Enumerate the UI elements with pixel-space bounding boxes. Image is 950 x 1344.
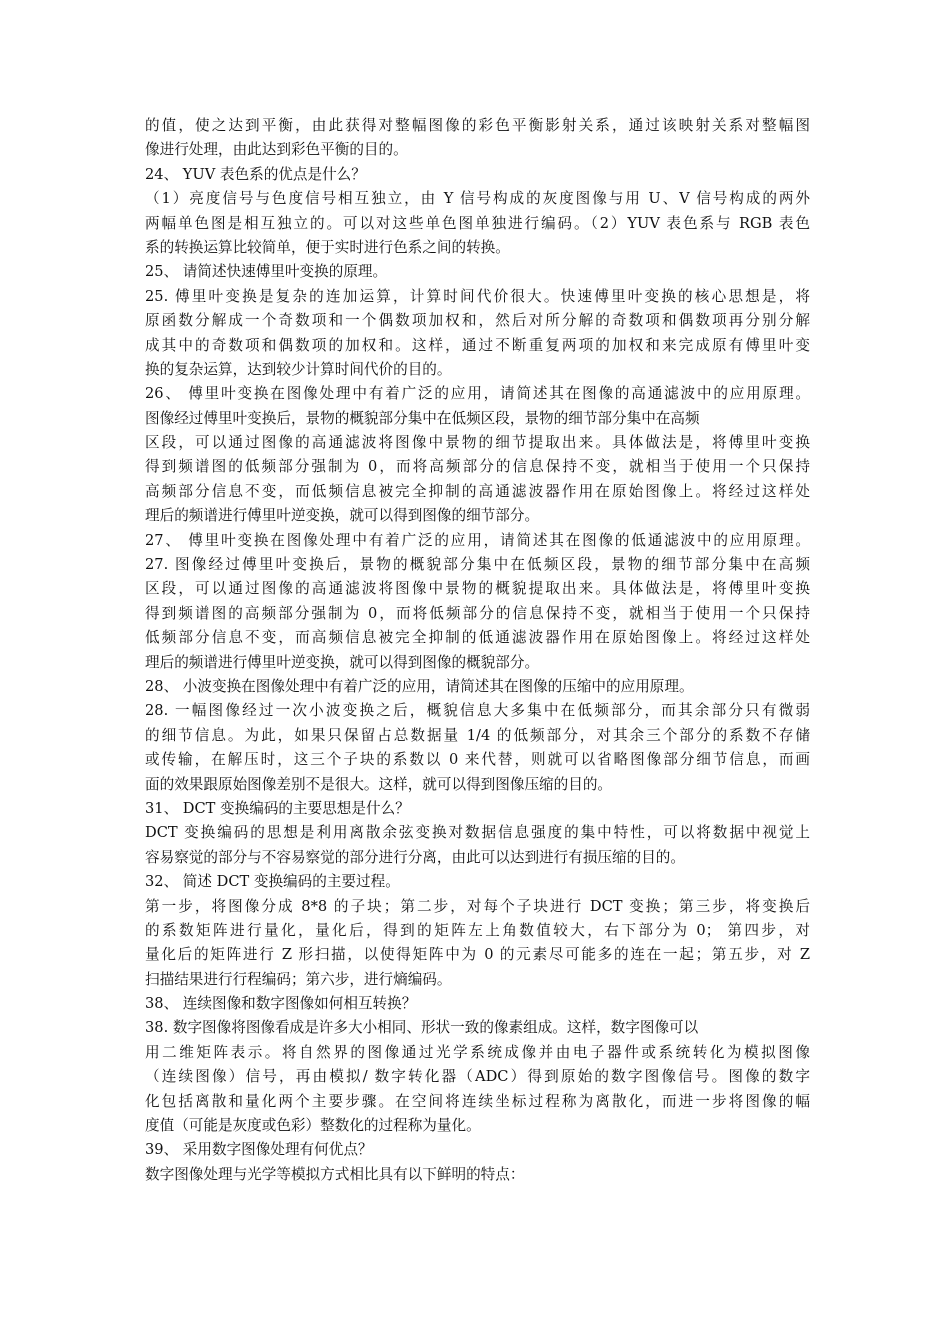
text-line: 区段，可以通过图像的高通滤波将图像中景物的细节提取出来。具体做法是，将傅里叶变换: [145, 434, 810, 452]
text-line: 区段，可以通过图像的高通滤波将图像中景物的概貌提取出来。具体做法是，将傅里叶变换: [145, 580, 810, 598]
text-line: 第一步，将图像分成 8*8 的子块；第二步，对每个子块进行 DCT 变换；第三步，将变换后: [145, 897, 810, 915]
question-line: 24、 YUV 表色系的优点是什么？: [145, 165, 366, 183]
text-line: 或传输，在解压时，这三个子块的系数以 0 来代替，则就可以省略图像部分细节信息，而画: [145, 751, 810, 769]
text-line: 得到频谱图的高频部分强制为 0，而将低频部分的信息保持不变，就相当于使用一个只保持: [145, 604, 810, 622]
text-line: 成其中的奇数项和偶数项的加权和。这样，通过不断重复两项的加权和来完成原有傅里叶变: [145, 336, 810, 354]
text-line: 得到频谱图的低频部分强制为 0，而将高频部分的信息保持不变，就相当于使用一个只保持: [145, 458, 810, 476]
text-line: 用二维矩阵表示。将自然界的图像通过光学系统成像并由电子器件或系统转化为模拟图像: [145, 1043, 810, 1061]
text-line: 理后的频谱进行傅里叶逆变换，就可以得到图像的概貌部分。: [145, 653, 540, 671]
text-line: 数字图像处理与光学等模拟方式相比具有以下鲜明的特点：: [145, 1165, 525, 1183]
document-page: [145, 114, 810, 1187]
question-line: 28、 小波变换在图像处理中有着广泛的应用，请简述其在图像的压缩中的应用原理。: [145, 677, 694, 695]
text-line: 28. 一幅图像经过一次小波变换之后，概貌信息大多集中在低频部分，而其余部分只有微弱: [145, 702, 810, 720]
text-line: 的细节信息。为此，如果只保留占总数据量 1/4 的低频部分，对其余三个部分的系数不存储: [145, 726, 810, 744]
text-line: 换的复杂运算，达到较少计算时间代价的目的。: [145, 360, 452, 378]
text-line: 理后的频谱进行傅里叶逆变换，就可以得到图像的细节部分。: [145, 507, 540, 525]
text-line: 25. 傅里叶变换是复杂的连加运算，计算时间代价很大。快速傅里叶变换的核心思想是，将: [145, 287, 810, 305]
text-line: 图像经过傅里叶变换后，景物的概貌部分集中在低频区段，景物的细节部分集中在高频: [145, 409, 700, 427]
text-line: （1）亮度信号与色度信号相互独立，由 Y 信号构成的灰度图像与用 U、V 信号构成的两外: [145, 190, 810, 208]
text-line: 低频部分信息不变，而高频信息被完全抑制的低通滤波器作用在原始图像上。将经过这样处: [145, 629, 810, 647]
text-line: 容易察觉的部分与不容易察觉的部分进行分离，由此可以达到进行有损压缩的目的。: [145, 848, 685, 866]
text-line: 系的转换运算比较简单，便于实时进行色系之间的转换。: [145, 238, 510, 256]
text-line: DCT 变换编码的思想是利用离散余弦变换对数据信息强度的集中特性，可以将数据中视觉上: [145, 824, 810, 842]
text-line: 扫描结果进行行程编码；第六步，进行熵编码。: [145, 970, 452, 988]
text-line: 的系数矩阵进行量化，量化后，得到的矩阵左上角数值较大，右下部分为 0； 第四步，对: [145, 921, 810, 939]
text-line: 原函数分解成一个奇数项和一个偶数项加权和，然后对所分解的奇数项和偶数项再分别分解: [145, 312, 810, 330]
text-line: 的值，使之达到平衡，由此获得对整幅图像的彩色平衡影射关系，通过该映射关系对整幅图: [145, 117, 810, 134]
text-line: （连续图像）信号，再由模拟/ 数字转化器（ADC）得到原始的数字图像信号。图像的数字: [145, 1068, 810, 1086]
text-line: 高频部分信息不变，而低频信息被完全抑制的高通滤波器作用在原始图像上。将经过这样处: [145, 482, 810, 500]
question-line: 32、 简述 DCT 变换编码的主要过程。: [145, 873, 400, 891]
text-line: 26、 傅里叶变换在图像处理中有着广泛的应用，请简述其在图像的高通滤波中的应用原理。: [145, 385, 810, 403]
text-line: 度值（可能是灰度或色彩）整数化的过程称为量化。: [145, 1117, 481, 1135]
question-line: 31、 DCT 变换编码的主要思想是什么？: [145, 799, 410, 817]
question-line: 39、 采用数字图像处理有何优点？: [145, 1141, 373, 1159]
question-line: 25、 请简述快速傅里叶变换的原理。: [145, 263, 388, 281]
text-line: 27. 图像经过傅里叶变换后，景物的概貌部分集中在低频区段，景物的细节部分集中在高频: [145, 556, 810, 574]
question-line: 38、 连续图像和数字图像如何相互转换？: [145, 995, 417, 1013]
text-line: 化包括离散和量化两个主要步骤。在空间将连续坐标过程称为离散化，而进一步将图像的幅: [145, 1092, 810, 1110]
text-line: 量化后的矩阵进行 Z 形扫描，以使得矩阵中为 0 的元素尽可能多的连在一起；第五步，对 Z: [145, 946, 810, 964]
text-line: 面的效果跟原始图像差别不是很大。这样，就可以得到图像压缩的目的。: [145, 775, 613, 793]
text-line: 像进行处理，由此达到彩色平衡的目的。: [145, 141, 408, 159]
text-line: 27、 傅里叶变换在图像处理中有着广泛的应用，请简述其在图像的低通滤波中的应用原理。: [145, 531, 810, 549]
text-line: 两幅单色图是相互独立的。可以对这些单色图单独进行编码。（2）YUV 表色系与 RGB 表色: [145, 214, 810, 232]
text-line: 38. 数字图像将图像看成是许多大小相同、形状一致的像素组成。这样，数字图像可以: [145, 1019, 699, 1037]
